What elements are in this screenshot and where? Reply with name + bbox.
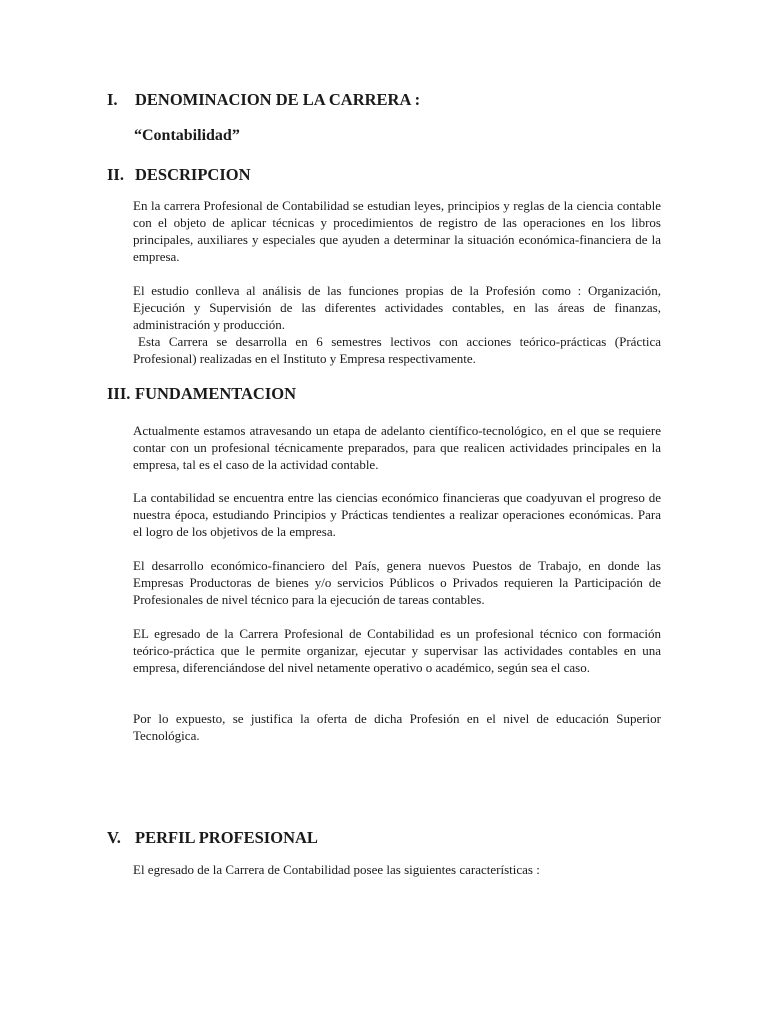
paragraph-text: El desarrollo económico-financiero del País, genera nuevos Puestos de Trabajo, en donde las Empresas Productoras de bienes y/o servicios Públicos o Privados requieren la Participación de Profesionales de nivel técnico para la ejecución de tareas contables. — [133, 558, 661, 607]
paragraph-text: El egresado de la Carrera de Contabilidad posee las siguientes características : — [133, 862, 540, 877]
paragraph — [133, 422, 661, 473]
section-number: V. — [107, 828, 121, 847]
section-title: PERFIL PROFESIONAL — [135, 828, 318, 847]
paragraph — [133, 489, 661, 540]
section-title: DESCRIPCION — [135, 165, 251, 184]
paragraph-text: Esta Carrera se desarrolla en 6 semestres lectivos con acciones teórico-prácticas (Práctica Profesional) realizadas en el Instituto y Empresa respectivamente. — [133, 334, 661, 366]
paragraph-text: El estudio conlleva al análisis de las funciones propias de la Profesión como : Organización, Ejecución y Supervisión de las diferentes actividades contables, en las áreas de finanzas, administración y producción. — [133, 283, 661, 332]
paragraph-text: En la carrera Profesional de Contabilidad se estudian leyes, principios y reglas de la ciencia contable con el objeto de aplicar técnicas y procedimientos de registro de las operaciones en los libros principales, auxiliares y especiales que ayuden a determinar la situación económica-financiera de la empresa. — [133, 198, 661, 264]
section-number: I. — [107, 90, 118, 109]
paragraph — [133, 625, 661, 676]
section-title: DENOMINACION DE LA CARRERA : — [135, 90, 421, 109]
section-heading-2 — [107, 165, 251, 185]
paragraph — [133, 861, 661, 878]
paragraph-text: EL egresado de la Carrera Profesional de Contabilidad es un profesional técnico con formación teórico-práctica que le permite organizar, ejecutar y supervisar las actividades contables en una empresa, diferenciándose del nivel netamente operativo o académico, según sea el caso. — [133, 626, 661, 675]
paragraph-text: La contabilidad se encuentra entre las ciencias económico financieras que coadyuvan el progreso de nuestra época, estudiando Principios y Prácticas tendientes a realizar operaciones económicas. Para el logro de los objetivos de la empresa. — [133, 490, 661, 539]
paragraph-text: Por lo expuesto, se justifica la oferta de dicha Profesión en el nivel de educación Superior Tecnológica. — [133, 711, 661, 743]
paragraph — [133, 557, 661, 608]
paragraph-text: Actualmente estamos atravesando un etapa de adelanto científico-tecnológico, en el que se requiere contar con un profesional técnicamente preparados, para que realicen actividades principales en la empresa, tal es el caso de la actividad contable. — [133, 423, 661, 472]
section-heading-3 — [107, 384, 296, 404]
section-heading-5 — [107, 828, 318, 848]
section-number: III. — [107, 384, 131, 403]
career-name: “Contabilidad” — [134, 127, 240, 144]
paragraph — [133, 282, 661, 367]
paragraph — [133, 710, 661, 744]
section-heading-1 — [107, 90, 420, 110]
paragraph — [133, 197, 661, 265]
section-number: II. — [107, 165, 124, 184]
section-title: FUNDAMENTACION — [135, 384, 297, 403]
